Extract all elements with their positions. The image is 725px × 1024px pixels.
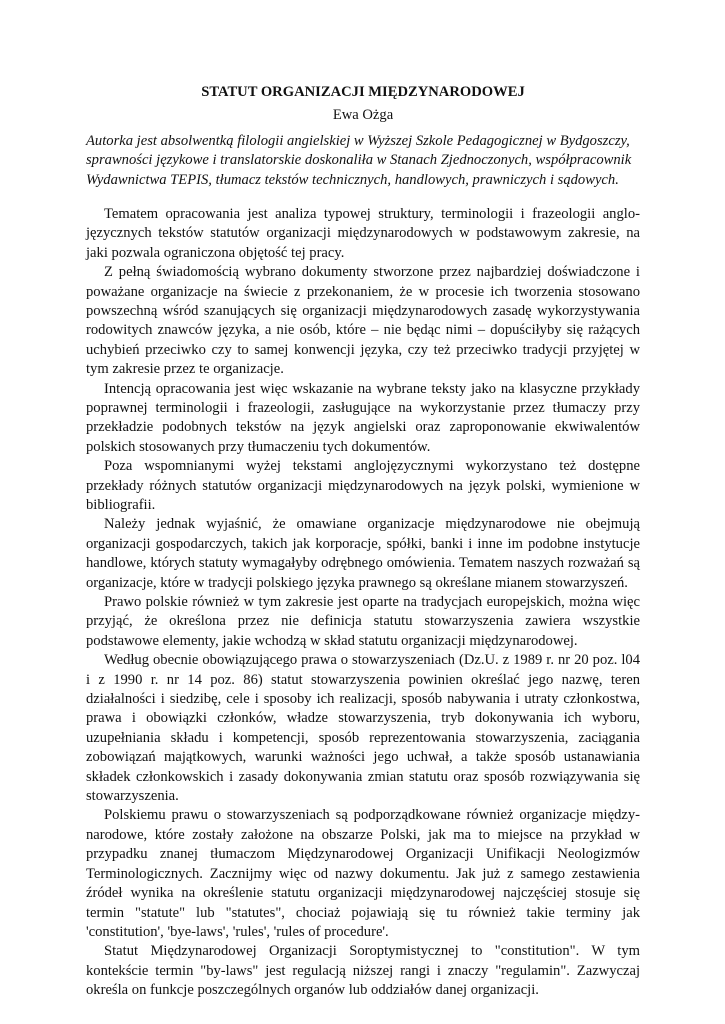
document-title: STATUT ORGANIZACJI MIĘDZYNARODOWEJ: [201, 84, 525, 100]
body-paragraph: Poza wspomnianymi wyżej tekstami anglojęzycznymi wykorzystano też dostępne przekłady różnych statutów organizacji międzynarodowych na język polski, wymienione w bibliografii.: [86, 458, 640, 513]
body-paragraph: Statut Międzynarodowej Organizacji Soroptymistycznej to "constitution". W tym kontekście termin "by-laws" jest regulacją niższej rangi i znaczy "regulamin". Zazwyczaj określa on funkcje poszczególnych organów lub oddziałów danej organizacji.: [86, 943, 640, 999]
author-bio: Autorka jest absolwentką filologii angielskiej w Wyższej Szkole Pedagogicznej w Bydgoszczy, sprawności językowe i translatorskie doskonaliła w Stanach Zjednoczonych, współpracownik Wydawnictwa TEPIS, tłumacz tekstów technicznych, handlowych, prawniczych i sądowych.: [86, 133, 632, 188]
body-paragraph: Należy jednak wyjaśnić, że omawiane organizacje międzynarodowe nie obejmują organizacji gospodarczych, takich jak korporacje, spółki, banki i inne im podobne instytucje handlowe, których statuty wymagałyby odrębnego omówienia. Tematem naszych rozważań są organizacje, które w tradycji polskiego języka prawnego są określane mianem stowarzyszeń.: [86, 516, 640, 591]
document-body: [86, 205, 640, 1001]
body-paragraph: Intencją opracowania jest więc wskazanie na wybrane teksty jako na klasyczne przykłady poprawnej terminologii i frazeologii, zasługujące na wykorzystanie przez tłumaczy przy przekładzie podobnych tekstów na język angielski oraz zaproponowanie ekwiwalentów polskich stosowanych przy tłumaczeniu tych dokumentów.: [86, 380, 640, 455]
body-paragraph: Prawo polskie również w tym zakresie jest oparte na tradycjach europejskich, można więc przyjąć, że określona przez nie definicja statutu stowarzyszenia zawiera wszystkie podstawowe elementy, jakie wchodzą w skład statutu organizacji międzynarodowej.: [86, 594, 640, 649]
body-paragraph: Polskiemu prawu o stowarzyszeniach są podporządkowane również organizacje między-narodowe, które zostały założone na obszarze Polski, jak ma to miejsce na przykład w przypadku znanej tłumaczom Międzynarodowej Organizacji Unifikacji Neologizmów Terminologicznych. Zacznijmy więc od nazwy dokumentu. Jak już z samego zestawienia źródeł wynika na określenie statutu organizacji międzynarodowej najczęściej stosuje się termin "statute" lub "statutes", chociaż pojawiają się tu również takie terminy jak 'constitution', 'bye-laws', 'rules', 'rules of procedure'.: [86, 807, 640, 940]
body-paragraph: Tematem opracowania jest analiza typowej struktury, terminologii i frazeologii anglo-języcznych tekstów statutów organizacji międzynarodowych w podstawowym zakresie, na jaki pozwala ograniczona objętość tej pracy.: [86, 205, 640, 261]
document-page: [86, 83, 640, 1001]
body-paragraph: Według obecnie obowiązującego prawa o stowarzyszeniach (Dz.U. z 1989 r. nr 20 poz. l04 i z 1990 r. nr 14 poz. 86) statut stowarzyszenia powinien określać jego nazwę, teren działalności i siedzibę, cele i sposoby ich realizacji, sposób nabywania i utraty członkostwa, prawa i obowiązki członków, władze stowarzyszenia, tryb dokonywania ich wyboru, uzupełniania składu i kompetencji, sposób reprezentowania stowarzyszenia, zaciągania zobowiązań majątkowych, warunki ważności jego uchwał, a także sposób ustanawiania składek członkowskich i zasady dokonywania zmian statutu oraz sposób rozwiązywania się stowarzyszenia.: [86, 652, 640, 805]
body-paragraph: Z pełną świadomością wybrano dokumenty stworzone przez najbardziej doświadczone i poważane organizacje na świecie z przekonaniem, że w procesie ich tworzenia stosowano powszechną wśród szanujących się organizacji międzynarodowych zasadę wykorzystywania rodowitych znawców języka, a nie osób, które – nie będąc nimi – dopuściłyby się rażących uchybień przeciwko czy to samej konwencji języka, czy też przeciwko tradycji przyjętej w tym zakresie przez te organizacje.: [86, 264, 640, 378]
author-name: Ewa Ożga: [332, 107, 394, 123]
